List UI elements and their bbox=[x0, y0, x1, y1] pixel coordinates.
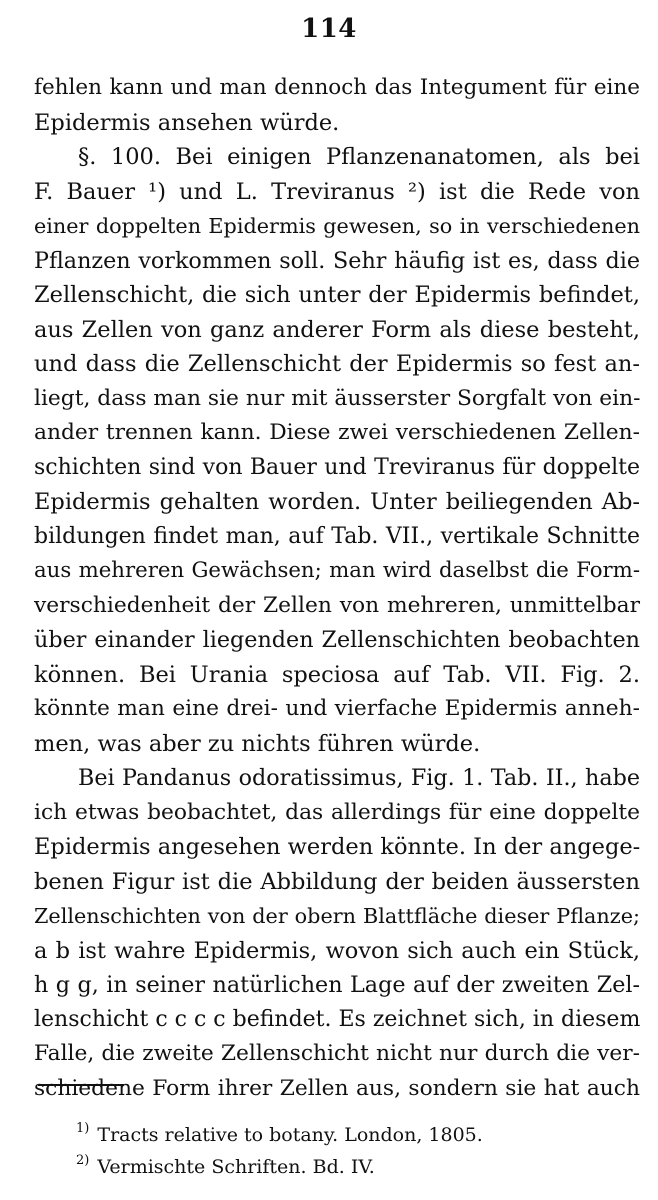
footnote bbox=[76, 1119, 483, 1151]
text-line: benen Figur ist die Abbildung der beiden äussersten bbox=[34, 868, 640, 895]
text-line: schichten sind von Bauer und Treviranus für doppelte bbox=[34, 454, 640, 480]
text-line: lenschicht c c c c befindet. Es zeichnet sich, in diesem bbox=[34, 1006, 641, 1032]
text-line: §. 100. Bei einigen Pflanzenanatomen, als bei bbox=[78, 144, 640, 170]
page-number: 114 bbox=[301, 14, 357, 44]
text-line: aus mehreren Gewächsen; man wird daselbst die Form- bbox=[34, 558, 640, 583]
footnote-text: Tracts relative to botany. London, 1805. bbox=[97, 1124, 483, 1146]
footnote-divider bbox=[38, 1084, 124, 1086]
footnotes bbox=[76, 1119, 483, 1183]
text-line: Zellenschicht, die sich unter der Epidermis befindet, bbox=[34, 282, 640, 308]
text-line: einer doppelten Epidermis gewesen, so in verschiedenen bbox=[34, 214, 640, 238]
text-line: und dass die Zellenschicht der Epidermis so fest an- bbox=[34, 351, 640, 377]
text-line: ich etwas beobachtet, das allerdings für eine doppelte bbox=[34, 799, 640, 825]
text-line: über einander liegenden Zellenschichten beobachten bbox=[34, 627, 640, 653]
footnote bbox=[76, 1151, 483, 1183]
text-line: bildungen findet man, auf Tab. VII., vertikale Schnitte bbox=[34, 523, 640, 549]
text-line: a b ist wahre Epidermis, wovon sich auch ein Stück, bbox=[34, 937, 640, 964]
text-line: Epidermis ansehen würde. bbox=[34, 109, 340, 136]
text-line: schiedene Form ihrer Zellen aus, sondern sie hat auch bbox=[34, 1075, 640, 1101]
text-line: Pflanzen vorkommen soll. Sehr häufig ist es, dass die bbox=[34, 247, 640, 274]
text-line: h g g, in seiner natürlichen Lage auf der zweiten Zel- bbox=[34, 972, 640, 998]
text-line: Bei Pandanus odoratissimus, Fig. 1. Tab. II., habe bbox=[78, 765, 640, 791]
text-line: Epidermis angesehen werden könnte. In der angege- bbox=[34, 834, 641, 860]
text-line: liegt, dass man sie nur mit äusserster Sorgfalt von ein- bbox=[34, 385, 641, 411]
text-line: aus Zellen von ganz anderer Form als diese besteht, bbox=[34, 316, 640, 343]
text-line: Epidermis gehalten worden. Unter beiliegenden Ab- bbox=[34, 489, 640, 515]
text-line: fehlen kann und man dennoch das Integument für eine bbox=[34, 75, 640, 100]
body-text bbox=[34, 71, 640, 1106]
text-line: F. Bauer ¹) und L. Treviranus ²) ist die Rede von bbox=[34, 178, 640, 205]
text-line: könnte man eine drei- und vierfache Epidermis anneh- bbox=[34, 696, 640, 721]
text-line: Zellenschichten von der obern Blattfläche dieser Pflanze; bbox=[34, 904, 640, 928]
footnote-text: Vermischte Schriften. Bd. IV. bbox=[97, 1156, 375, 1178]
text-line: können. Bei Urania speciosa auf Tab. VII. Fig. 2. bbox=[34, 661, 640, 688]
text-line: men, was aber zu nichts führen würde. bbox=[34, 730, 481, 757]
text-line: verschiedenheit der Zellen von mehreren, unmittelbar bbox=[34, 592, 640, 618]
footnote-mark: 2) bbox=[76, 1153, 90, 1168]
footnote-mark: 1) bbox=[76, 1121, 90, 1136]
text-line: ander trennen kann. Diese zwei verschiedenen Zellen- bbox=[34, 420, 640, 445]
text-line: Falle, die zweite Zellenschicht nicht nur durch die ver- bbox=[34, 1041, 640, 1066]
